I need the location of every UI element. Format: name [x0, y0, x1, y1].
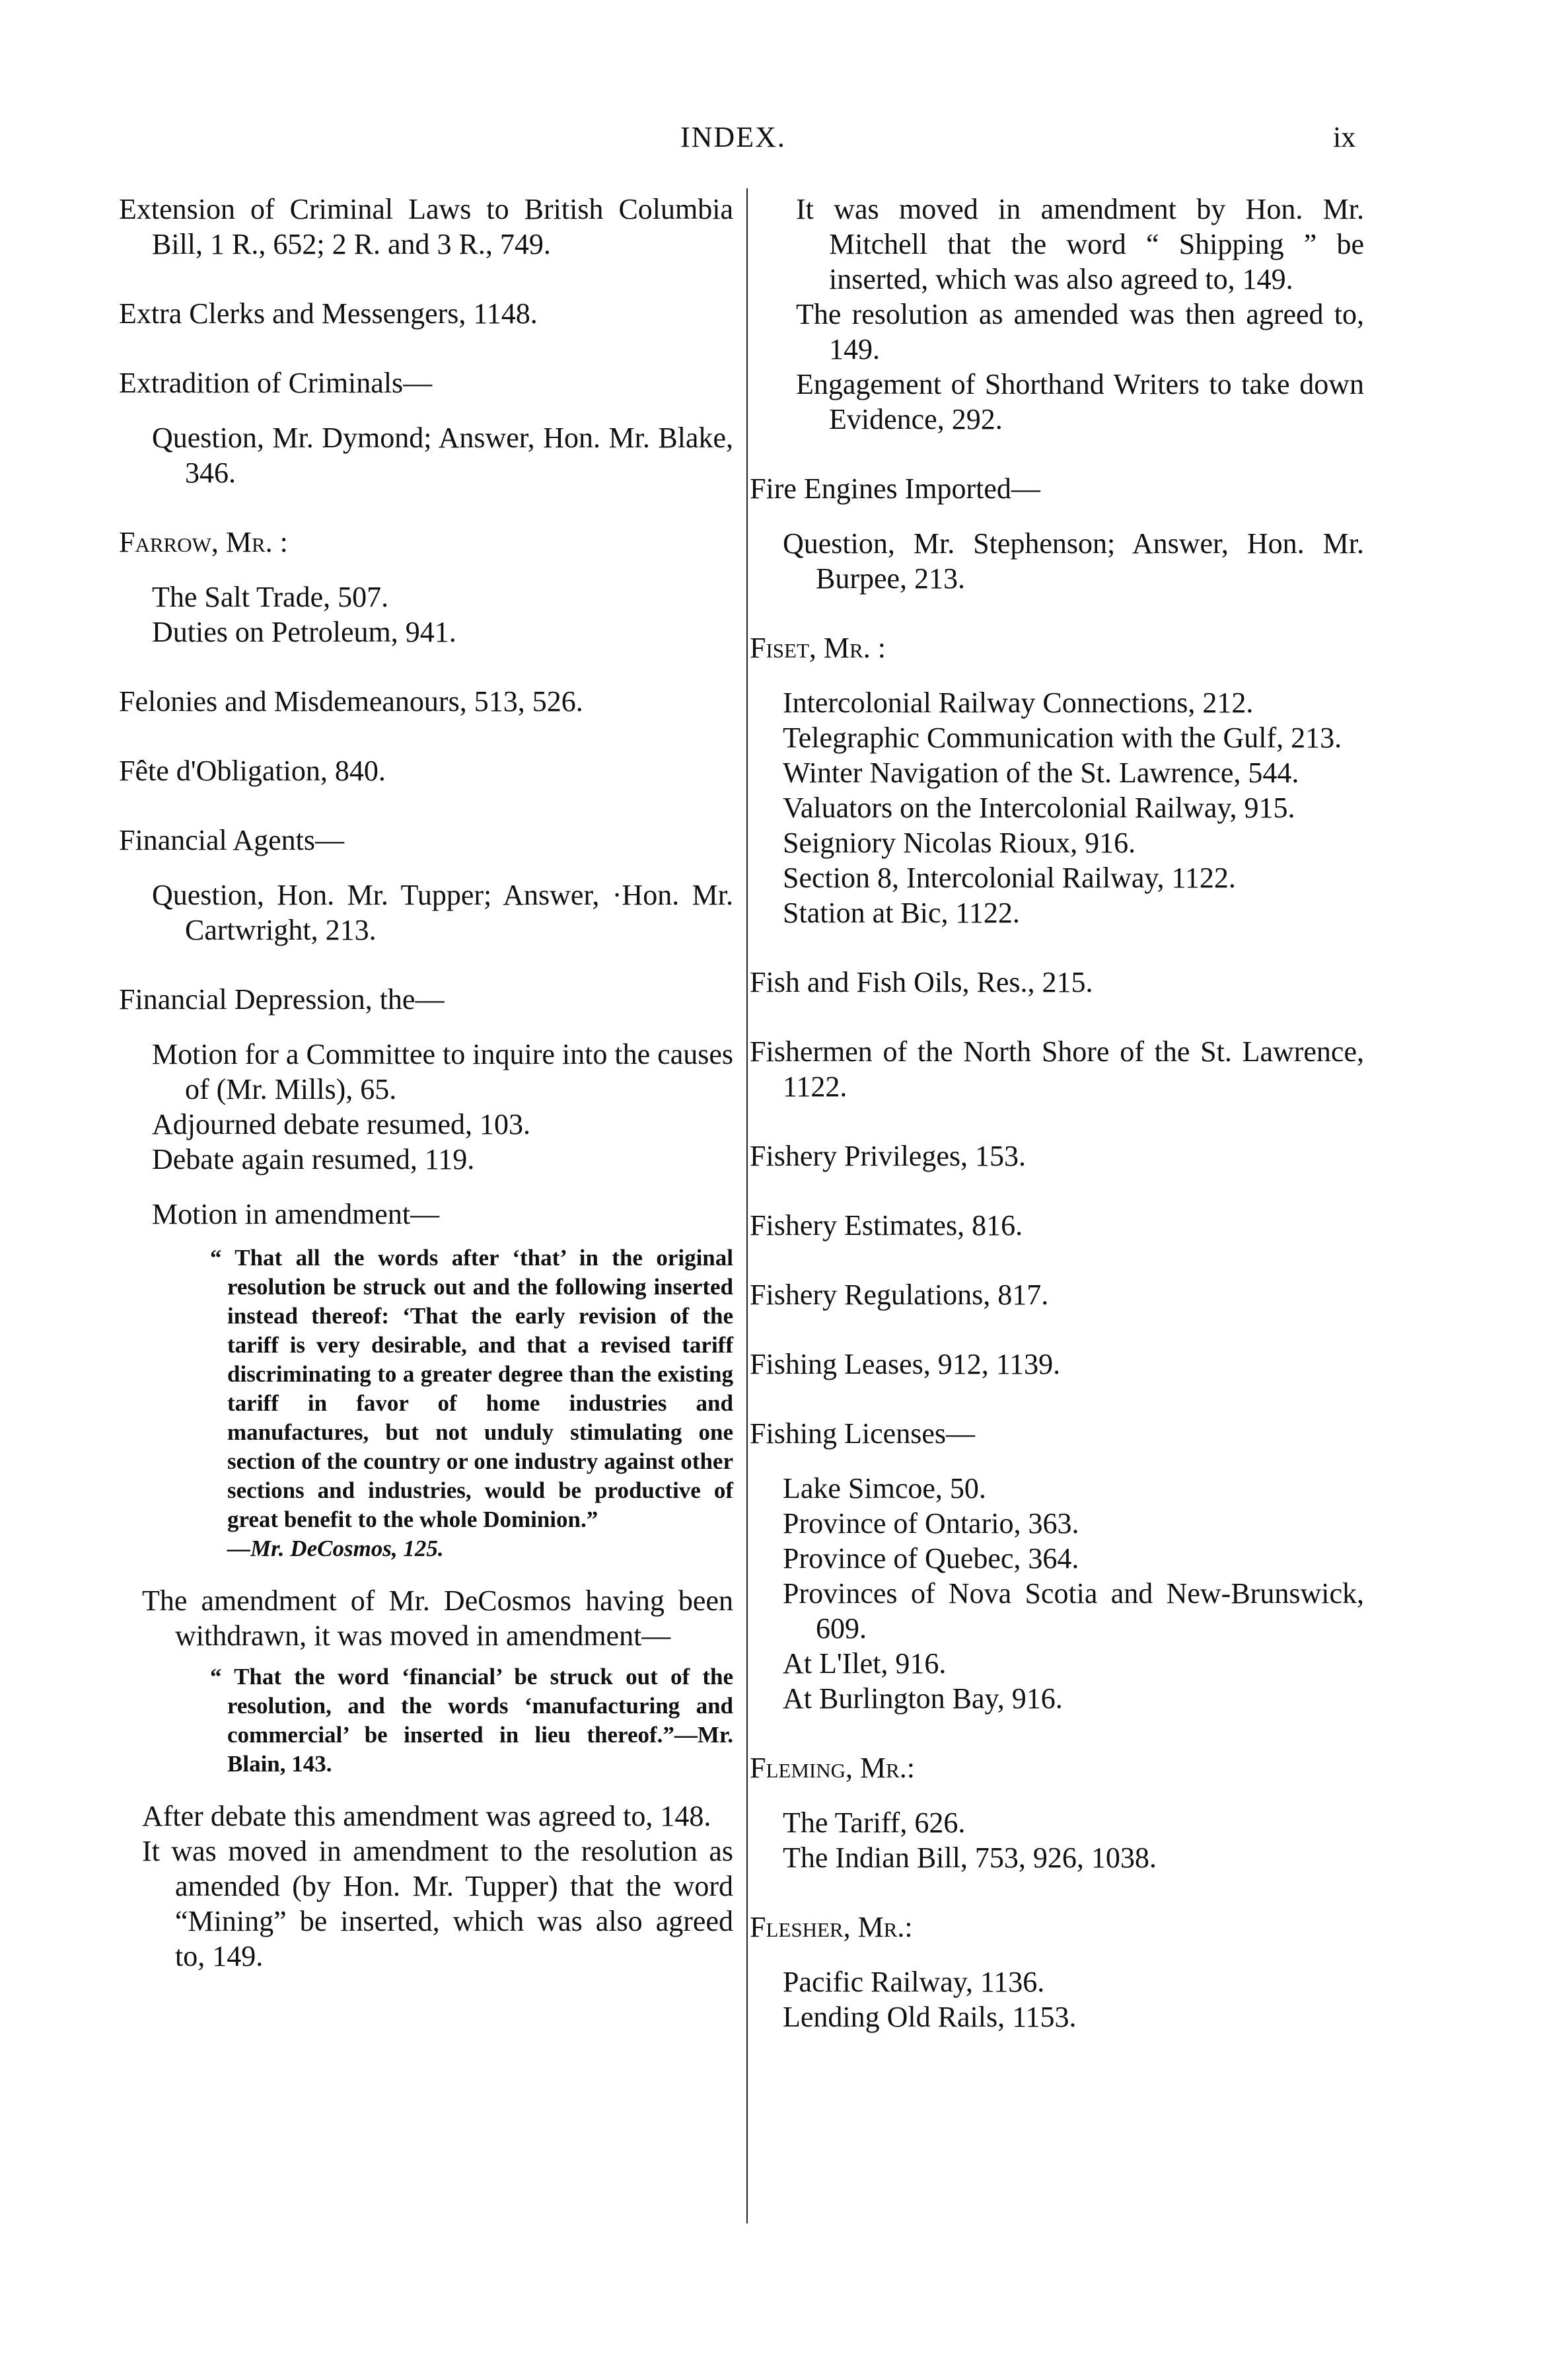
index-subentry: At Burlington Bay, 916. [783, 1682, 1063, 1715]
index-entry: Fishery Privileges, 153. [750, 1140, 1026, 1172]
index-subentry: Winter Navigation of the St. Lawrence, 544. [783, 757, 1299, 789]
running-head: INDEX. [680, 121, 786, 153]
index-entry: Fire Engines Imported— [750, 472, 1040, 505]
index-subentry: Province of Quebec, 364. [783, 1542, 1079, 1575]
index-subentry: The Indian Bill, 753, 926, 1038. [783, 1841, 1157, 1874]
index-subentry: Intercolonial Railway Connections, 212. [783, 687, 1254, 719]
index-subentry: Provinces of Nova Scotia and New-Brunswick, 609. [783, 1577, 1364, 1645]
index-subentry: Station at Bic, 1122. [783, 897, 1020, 929]
index-entry: Fishery Regulations, 817. [750, 1279, 1049, 1311]
index-subentry: Seigniory Nicolas Rioux, 916. [783, 827, 1136, 859]
index-subentry: Lake Simcoe, 50. [783, 1472, 986, 1505]
page-number: ix [1333, 121, 1356, 153]
index-subentry: Motion for a Committee to inquire into the causes of (Mr. Mills), 65. [152, 1038, 733, 1105]
index-paragraph: After debate this amendment was agreed to, 148. [142, 1800, 711, 1832]
index-entry: Felonies and Misdemeanours, 513, 526. [119, 685, 583, 718]
index-entry: Fishing Licenses— [750, 1417, 975, 1450]
index-subentry: Valuators on the Intercolonial Railway, 915. [783, 792, 1295, 824]
index-entry: Farrow, Mr. : [119, 526, 288, 558]
index-entry: Fête d'Obligation, 840. [119, 755, 386, 787]
quoted-amendment [180, 1244, 733, 1563]
left-column [119, 192, 733, 1974]
index-subentry: Motion in amendment— [152, 1198, 440, 1230]
index-subentry: Pacific Railway, 1136. [783, 1966, 1045, 1998]
index-subentry: Lending Old Rails, 1153. [783, 2001, 1077, 2033]
quote-text: “ That all the words after ‘that’ in the original resolution be struck out and the following inserted instead thereof: ‘That the early revision of the tariff is very desirable, and that a revised tariff discriminating to a greater degree than the existing tariff in favor of home industries and manufactures, but not unduly stimulating one section of the country or one industry against other sections and industries, would be productive of great benefit to the whole Dominion.” [210, 1245, 733, 1532]
index-entry: Extension of Criminal Laws to British Columbia Bill, 1 R., 652; 2 R. and 3 R., 749. [119, 193, 733, 260]
index-entry: Extra Clerks and Messengers, 1148. [119, 297, 538, 330]
index-entry: Fiset, Mr. : [750, 632, 886, 664]
right-column [750, 192, 1364, 2034]
index-subentry: Question, Mr. Stephenson; Answer, Hon. Mr. Burpee, 213. [783, 527, 1364, 595]
index-subentry: Engagement of Shorthand Writers to take down Evidence, 292. [796, 368, 1364, 435]
index-entry: Fleming, Mr.: [750, 1752, 916, 1784]
index-subentry: It was moved in amendment by Hon. Mr. Mitchell that the word “ Shipping ” be inserted, which was also agreed to, 149. [796, 193, 1364, 295]
index-paragraph: It was moved in amendment to the resolution as amended (by Hon. Mr. Tupper) that the word “Mining” be inserted, which was also agreed to, 149. [142, 1835, 733, 1972]
column-divider [746, 188, 748, 2223]
index-entry: Financial Agents— [119, 824, 344, 856]
index-subentry: The resolution as amended was then agreed to, 149. [796, 298, 1364, 365]
index-subentry: Duties on Petroleum, 941. [152, 616, 456, 648]
index-subentry: Debate again resumed, 119. [152, 1143, 475, 1175]
index-paragraph: The amendment of Mr. DeCosmos having been withdrawn, it was moved in amendment— [142, 1584, 733, 1652]
index-subentry: Question, Mr. Dymond; Answer, Hon. Mr. Blake, 346. [152, 422, 733, 489]
index-entry: Extradition of Criminals— [119, 367, 433, 399]
index-subentry: At L'Ilet, 916. [783, 1647, 947, 1680]
index-subentry: Question, Hon. Mr. Tupper; Answer, ·Hon. Mr. Cartwright, 213. [152, 879, 733, 946]
quote-attribution: —Mr. DeCosmos, 125. [227, 1536, 444, 1561]
page-header [0, 120, 1551, 167]
index-subentry: Section 8, Intercolonial Railway, 1122. [783, 862, 1236, 894]
index-subentry: Telegraphic Communication with the Gulf, 213. [783, 722, 1342, 754]
index-entry: Financial Depression, the— [119, 983, 445, 1016]
index-entry: Fishery Estimates, 816. [750, 1209, 1023, 1242]
index-subentry: Province of Ontario, 363. [783, 1507, 1079, 1540]
index-entry: Fishing Leases, 912, 1139. [750, 1348, 1061, 1380]
index-subentry: Adjourned debate resumed, 103. [152, 1108, 531, 1140]
index-entry: Fish and Fish Oils, Res., 215. [750, 966, 1093, 998]
index-subentry: The Salt Trade, 507. [152, 581, 389, 613]
index-subentry: The Tariff, 626. [783, 1806, 966, 1839]
quoted-amendment: “ That the word ‘financial’ be struck out of the resolution, and the words ‘manufacturing and commercial’ be inserted in lieu thereof.”—Mr. Blain, 143. [210, 1664, 733, 1777]
index-entry: Flesher, Mr.: [750, 1911, 913, 1943]
index-entry: Fishermen of the North Shore of the St. Lawrence, 1122. [750, 1035, 1364, 1103]
